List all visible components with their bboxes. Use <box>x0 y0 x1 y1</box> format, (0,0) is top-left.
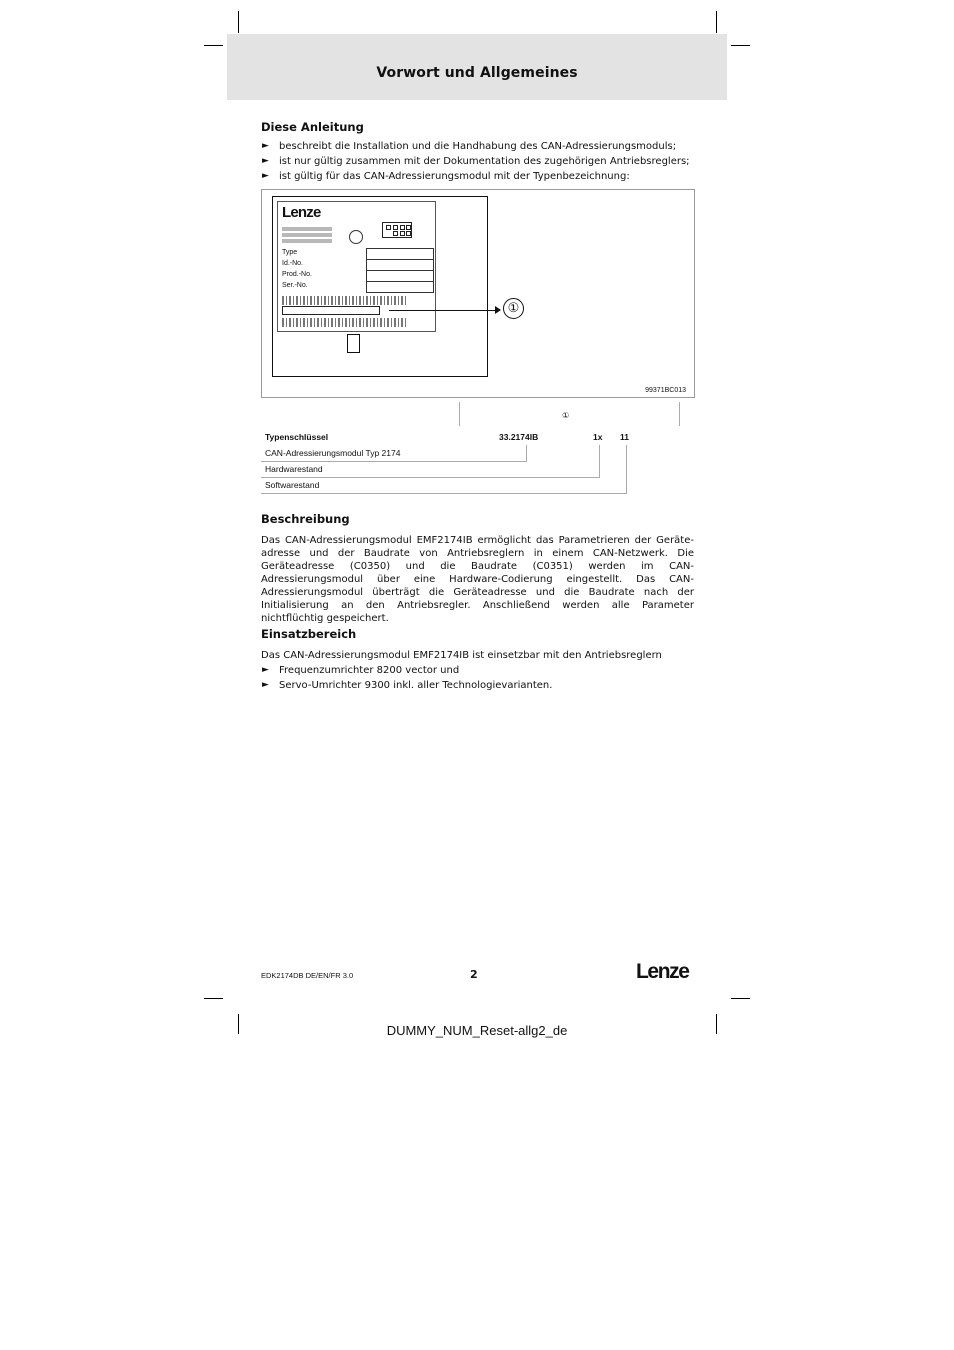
nameplate-label <box>277 201 436 332</box>
list-item: ► Frequenzumrichter 8200 vector und <box>262 665 460 676</box>
typekey-bracket <box>261 477 600 478</box>
callout-arrow-line <box>389 310 497 311</box>
dummy-label: DUMMY_NUM_Reset-allg2_de <box>386 1023 568 1038</box>
barcode <box>282 318 408 327</box>
typekey-callout: ① <box>562 411 570 420</box>
bullet-triangle-icon: ► <box>262 156 269 166</box>
label-field-ser: Ser.-No. <box>282 282 308 289</box>
typekey-code: 33.2174IB <box>499 432 539 442</box>
bullet-triangle-icon: ► <box>262 680 269 690</box>
description-paragraph: Das CAN-Adressierungsmodul EMF2174IB ermöglicht das Parametrieren der Geräteadresse und der Baudrate von Antriebsreglern in einem CAN-Netzwerk. Die Geräteadresse (C0350) und die Baudrate (C0351) werden im CAN-Adressierungsmodul über eine Hardware-Codierung eingestellt. Das CAN-Adressierungsmodul überträgt die Geräteadresse und die Baudrate nach der Initialisierung an den Antriebsregler. Anschließend werden alle Parameter nichtflüchtig gespeichert. <box>261 535 694 624</box>
typekey-sw: 11 <box>620 432 629 442</box>
module-outline <box>272 196 488 377</box>
typekey-bracket <box>599 445 600 478</box>
lenze-logo: Lenze <box>282 204 321 221</box>
label-bar <box>282 227 332 231</box>
callout-number: ① <box>503 298 524 319</box>
nut-icon <box>349 230 363 244</box>
header-band <box>227 34 727 100</box>
typekey-bracket <box>261 493 627 494</box>
divider <box>679 402 680 426</box>
list-item: ► Servo-Umrichter 9300 inkl. aller Technologievarianten. <box>262 680 553 691</box>
section-heading: Einsatzbereich <box>261 627 357 641</box>
typekey-bracket <box>526 445 527 462</box>
figure-code: 99371BC013 <box>645 387 686 394</box>
bullet-triangle-icon: ► <box>262 141 269 151</box>
bullet-list <box>261 139 694 184</box>
crop-mark <box>716 11 717 33</box>
label-bar <box>282 239 332 243</box>
typekey-row: Hardwarestand <box>265 464 323 474</box>
crop-mark <box>731 45 750 46</box>
module-slot <box>347 334 360 353</box>
intro-paragraph: Das CAN-Adressierungsmodul EMF2174IB ist einsetzbar mit den Antriebsreglern <box>261 650 662 661</box>
typekey-row: CAN-Adressierungsmodul Typ 2174 <box>265 448 401 458</box>
section-heading: Beschreibung <box>261 512 350 526</box>
page-title: Vorwort und Allgemeines <box>376 65 578 81</box>
label-field-id: Id.-No. <box>282 260 304 267</box>
section-beschreibung <box>261 512 694 625</box>
crop-mark <box>731 998 750 999</box>
list-item: ► ist nur gültig zusammen mit der Dokumentation des zugehörigen Antriebsreglers; <box>262 156 690 167</box>
list-item: ► ist gültig für das CAN-Adressierungsmodul mit der Typenbezeichnung: <box>262 171 630 182</box>
label-value-box <box>366 281 434 293</box>
connector-icon <box>382 222 412 238</box>
nameplate-figure <box>261 189 695 398</box>
crop-mark <box>204 998 223 999</box>
bullet-list <box>261 663 694 693</box>
barcode <box>282 296 408 305</box>
divider <box>459 402 460 426</box>
typekey-row: Softwarestand <box>265 480 320 490</box>
typekey-bracket <box>626 445 627 494</box>
list-item: ► beschreibt die Installation und die Handhabung des CAN-Adressierungsmoduls; <box>262 141 677 152</box>
section-einsatzbereich <box>261 627 694 693</box>
type-code-box <box>282 306 380 315</box>
label-field-prod: Prod.-No. <box>282 271 312 278</box>
bullet-triangle-icon: ► <box>262 171 269 181</box>
page-number: 2 <box>470 968 478 981</box>
typekey-heading: Typenschlüssel <box>265 432 329 442</box>
label-field-type: Type <box>282 249 298 256</box>
bullet-triangle-icon: ► <box>262 665 269 675</box>
section-diese-anleitung <box>261 120 694 184</box>
crop-mark <box>204 45 223 46</box>
crop-mark <box>238 11 239 33</box>
lenze-logo: Lenze <box>636 960 689 983</box>
typekey-bracket <box>261 461 527 462</box>
label-bar <box>282 233 332 237</box>
doc-code: EDK2174DB DE/EN/FR 3.0 <box>261 971 354 980</box>
section-heading: Diese Anleitung <box>261 120 364 134</box>
arrow-right-icon <box>495 306 501 314</box>
typekey-hw: 1x <box>593 432 603 442</box>
